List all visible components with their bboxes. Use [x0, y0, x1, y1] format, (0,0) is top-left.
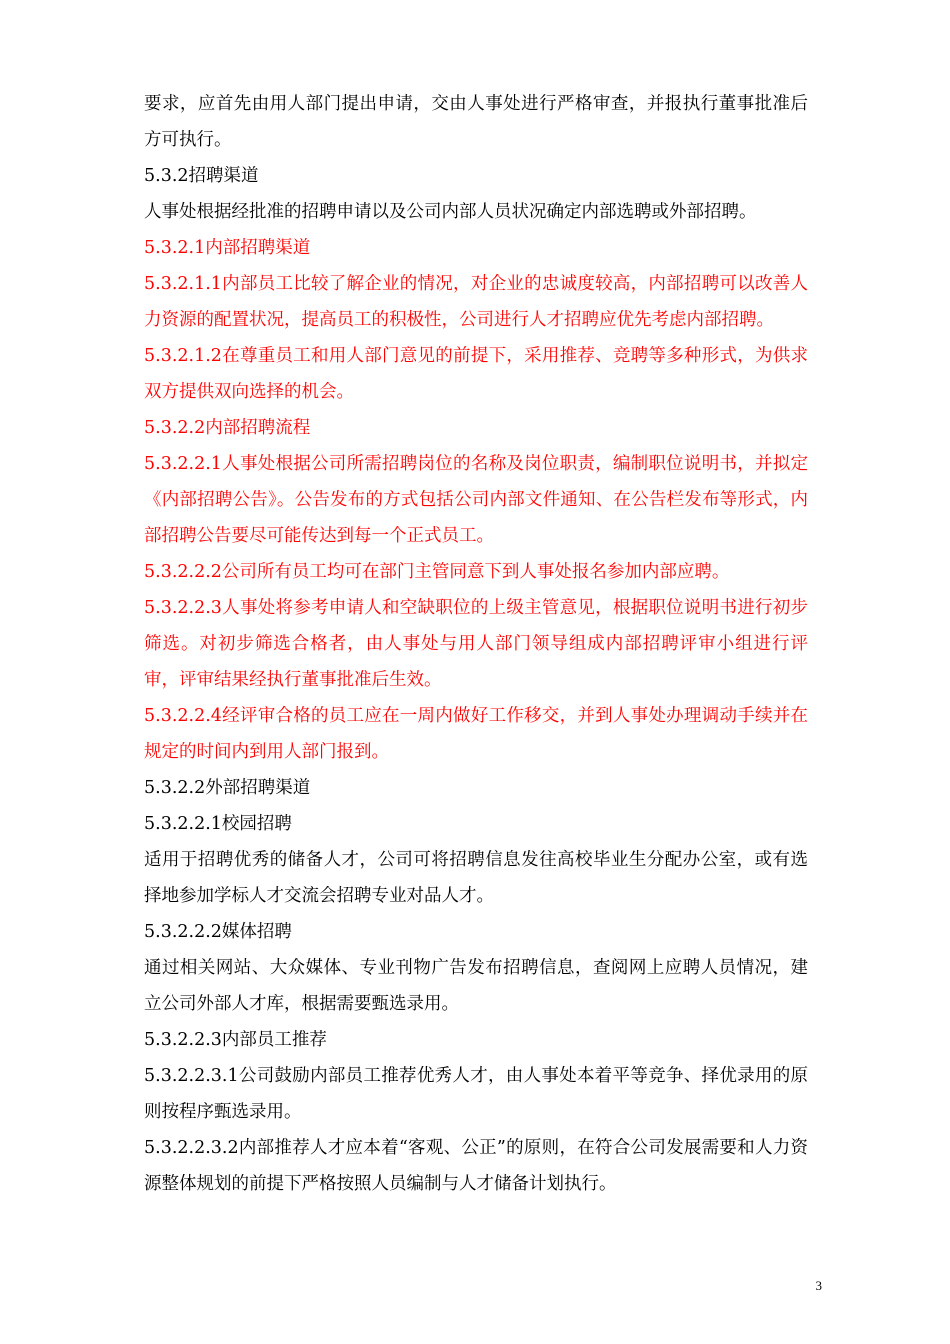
paragraph: 5.3.2.2.3.2内部推荐人才应本着“客观、公正”的原则，在符合公司发展需要和人力资源整体规划的前提下严格按照人员编制与人才储备计划执行。: [144, 1138, 808, 1194]
section-heading: 5.3.2.2外部招聘渠道: [144, 778, 311, 798]
section-heading: 5.3.2.1内部招聘渠道: [144, 238, 311, 258]
paragraph: 5.3.2.2.4经评审合格的员工应在一周内做好工作移交，并到人事处办理调动手续并在规定的时间内到用人部门报到。: [144, 706, 808, 762]
document-body: [144, 86, 808, 1202]
section-heading: 5.3.2招聘渠道: [144, 166, 259, 186]
paragraph: 5.3.2.2.1人事处根据公司所需招聘岗位的名称及岗位职责，编制职位说明书，并拟定《内部招聘公告》。公告发布的方式包括公司内部文件通知、在公告栏发布等形式，内部招聘公告要尽可能传达到每一个正式员工。: [144, 454, 808, 546]
section-heading: 5.3.2.2.1校园招聘: [144, 814, 292, 834]
section-heading: 5.3.2.2.3内部员工推荐: [144, 1030, 327, 1050]
paragraph: 5.3.2.2.3.1公司鼓励内部员工推荐优秀人才，由人事处本着平等竞争、择优录用的原则按程序甄选录用。: [144, 1066, 808, 1122]
paragraph: 5.3.2.2.3人事处将参考申请人和空缺职位的上级主管意见，根据职位说明书进行初步筛选。对初步筛选合格者，由人事处与用人部门领导组成内部招聘评审小组进行评审，评审结果经执行董事批准后生效。: [144, 598, 808, 690]
paragraph: 5.3.2.1.1内部员工比较了解企业的情况，对企业的忠诚度较高，内部招聘可以改善人力资源的配置状况，提高员工的积极性，公司进行人才招聘应优先考虑内部招聘。: [144, 274, 808, 330]
paragraph: 5.3.2.2.2公司所有员工均可在部门主管同意下到人事处报名参加内部应聘。: [144, 562, 730, 582]
paragraph: 通过相关网站、大众媒体、专业刊物广告发布招聘信息，查阅网上应聘人员情况，建立公司外部人才库，根据需要甄选录用。: [144, 958, 808, 1014]
paragraph: 人事处根据经批准的招聘申请以及公司内部人员状况确定内部选聘或外部招聘。: [144, 202, 757, 222]
paragraph: 5.3.2.1.2在尊重员工和用人部门意见的前提下，采用推荐、竞聘等多种形式，为供求双方提供双向选择的机会。: [144, 346, 808, 402]
section-heading: 5.3.2.2.2媒体招聘: [144, 922, 292, 942]
paragraph: 适用于招聘优秀的储备人才，公司可将招聘信息发往高校毕业生分配办公室，或有选择地参加学标人才交流会招聘专业对品人才。: [144, 850, 808, 906]
section-heading: 5.3.2.2内部招聘流程: [144, 418, 311, 438]
page-number: 3: [815, 1278, 822, 1293]
paragraph: 要求，应首先由用人部门提出申请，交由人事处进行严格审查，并报执行董事批准后方可执行。: [144, 94, 808, 150]
